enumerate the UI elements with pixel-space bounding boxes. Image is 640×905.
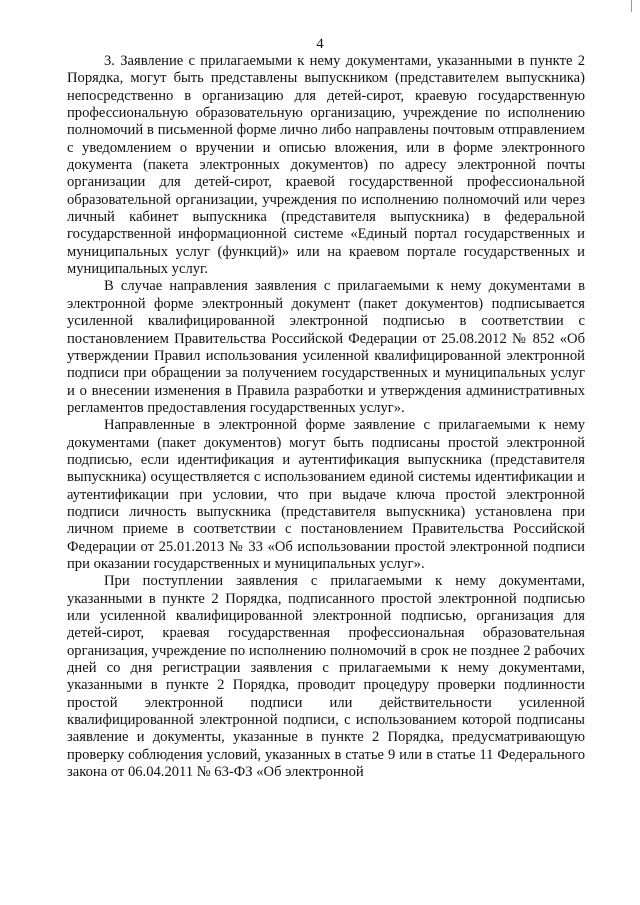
paragraph-qualified-signature: В случае направления заявления с прилагаемыми к нему документами в электронной форме электронный документ (пакет документов) подписывается усиленной квалифицированной электронной подписью в соответствии с постановлением Правительства Российской Федерации от 25.08.2012 № 852 «Об утверждении Правил использования усиленной квалифицированной электронной подписи при обращении за получением государственных и муниципальных услуг и о внесении изменения в Правила разработки и утверждения административных регламентов предоставления государственных услуг». xyxy=(67,278,585,416)
scan-edge-mark xyxy=(631,0,632,12)
document-body xyxy=(67,53,585,781)
paragraph-signature-verification: При поступлении заявления с прилагаемыми к нему документами, указанными в пункте 2 Порядка, подписанного простой электронной подписью или усиленной квалифицированной электронной подписью, организация для детей-сирот, краевая государственная профессиональная образовательная организация, учреждение по исполнению полномочий в срок не позднее 2 рабочих дней со дня регистрации заявления с прилагаемыми к нему документами, указанными в пункте 2 Порядка, проводит процедуру проверки подлинности простой электронной подписи или действительности усиленной квалифицированной электронной подписи, с использованием которой подписаны заявление и документы, указанные в пункте 2 Порядка, предусматривающую проверку соблюдения условий, указанных в статье 9 или в статье 11 Федерального закона от 06.04.2011 № 63-ФЗ «Об электронной xyxy=(67,573,585,781)
page-number: 4 xyxy=(316,36,324,52)
paragraph-simple-signature: Направленные в электронной форме заявление с прилагаемыми к нему документами (пакет документов) могут быть подписаны простой электронной подписью, если идентификация и аутентификация выпускника (представителя выпускника) осуществляется с использованием единой системы идентификации и аутентификации при условии, что при выдаче ключа простой электронной подписи личность выпускника (представителя выпускника) установлена при личном приеме в соответствии с постановлением Правительства Российской Федерации от 25.01.2013 № 33 «Об использовании простой электронной подписи при оказании государственных и муниципальных услуг». xyxy=(67,417,585,572)
paragraph-application-submission: 3. Заявление с прилагаемыми к нему документами, указанными в пункте 2 Порядка, могут быть представлены выпускником (представителем выпускника) непосредственно в организацию для детей-сирот, краевую государственную профессиональную образовательную организацию, учреждение по исполнению полномочий в письменной форме лично либо направлены почтовым отправлением с уведомлением о вручении и описью вложения, или в форме электронного документа (пакета электронных документов) по адресу электронной почты организации для детей-сирот, краевой государственной профессиональной образовательной организации, учреждения по исполнению полномочий или через личный кабинет выпускника (представителя выпускника) в федеральной государственной информационной системе «Единый портал государственных и муниципальных услуг (функций)» или на краевом портале государственных и муниципальных услуг. xyxy=(67,53,585,278)
